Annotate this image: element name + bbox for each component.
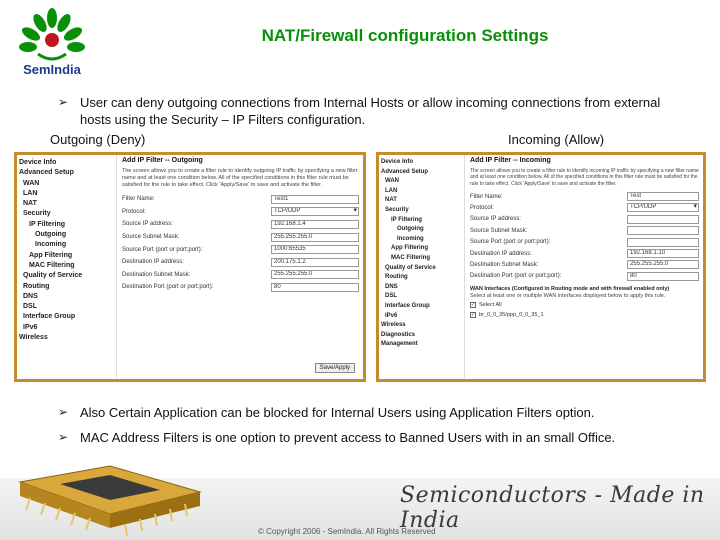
field-label: Destination IP address: bbox=[470, 250, 532, 257]
nav-item[interactable]: Outgoing bbox=[397, 226, 424, 233]
destination-port-input[interactable]: 80 bbox=[627, 272, 699, 281]
field-label: Filter Name: bbox=[470, 193, 503, 200]
wan-interfaces-hint: Select at least one or multiple WAN interfaces displayed below to apply this rule. bbox=[470, 293, 666, 300]
field-label: Source Port (port or port:port): bbox=[122, 246, 203, 253]
nav-item[interactable]: NAT bbox=[23, 200, 37, 208]
filter-name-input[interactable]: Test bbox=[627, 192, 699, 201]
field-label: Source Subnet Mask: bbox=[122, 234, 180, 241]
nav-item[interactable]: IPv6 bbox=[385, 312, 398, 319]
field-label: Protocol: bbox=[122, 208, 146, 215]
copyright-notice: © Copyright 2006 - SemIndia. All Rights Reserved bbox=[258, 527, 436, 536]
nav-item[interactable]: Quality of Service bbox=[23, 272, 83, 280]
source-mask-input[interactable]: 255.255.255.0 bbox=[271, 233, 359, 242]
nav-item[interactable]: MAC Filtering bbox=[391, 254, 430, 261]
nav-item[interactable]: Diagnostics bbox=[381, 331, 416, 338]
field-label: Destination IP address: bbox=[122, 259, 184, 266]
checkbox-label: br_0_0_35/ppp_0_0_35_1 bbox=[479, 312, 544, 319]
arrow-bullet-icon: ➢ bbox=[58, 430, 69, 444]
nav-item[interactable]: NAT bbox=[385, 197, 397, 204]
filter-name-input[interactable]: Test1 bbox=[271, 195, 359, 204]
form-description: The screen allows you to create a filter rule to identify incoming IP traffic by specifying a new filter name and at least one condition below. All of the specified conditions in this filter rule must be satisfied for the rule to take effect. Click 'Apply/Save' to save and activate the filter. bbox=[470, 168, 699, 187]
nav-item[interactable]: Routing bbox=[23, 282, 50, 290]
check-icon: ✓ bbox=[471, 302, 476, 309]
nav-item[interactable]: Wireless bbox=[381, 322, 406, 329]
nav-item[interactable]: Incoming bbox=[35, 241, 67, 249]
nav-item[interactable]: Incoming bbox=[397, 235, 424, 242]
nav-item[interactable]: LAN bbox=[23, 189, 38, 197]
nav-item[interactable]: Routing bbox=[385, 274, 408, 281]
nav-item[interactable]: Security bbox=[385, 206, 409, 213]
form-description: The screen allows you to create a filter rule to identify outgoing IP traffic by specifying a new filter name and at least one condition below. All of the specified conditions in this filter rule must be satisfied for the rule to take effect. Click 'Apply/Save' to save and activate the filter. bbox=[122, 168, 358, 188]
source-ip-input[interactable]: 192.168.1.4 bbox=[271, 220, 359, 229]
destination-mask-input[interactable]: 255.255.255.0 bbox=[271, 270, 359, 279]
destination-ip-input[interactable]: 200.175.1.2 bbox=[271, 258, 359, 267]
bullet-app-filters bbox=[58, 403, 698, 423]
nav-item[interactable]: DNS bbox=[23, 292, 38, 300]
nav-item[interactable]: Advanced Setup bbox=[19, 169, 74, 177]
wan-interfaces-note: WAN Interfaces (Configured in Routing mode and with firewall enabled only) bbox=[470, 286, 670, 293]
form-heading: Add IP Filter -- Incoming bbox=[470, 157, 551, 164]
field-label: Destination Subnet Mask: bbox=[470, 261, 539, 268]
field-label: Protocol: bbox=[470, 204, 494, 211]
nav-item[interactable]: DSL bbox=[385, 293, 397, 300]
nav-item[interactable]: Management bbox=[381, 341, 418, 348]
arrow-bullet-icon: ➢ bbox=[58, 405, 69, 419]
bullet-text: hosts using the Security – IP Filters configuration. bbox=[80, 112, 366, 127]
nav-item[interactable]: App Filtering bbox=[29, 251, 73, 259]
field-label: Filter Name: bbox=[122, 196, 155, 203]
arrow-bullet-icon: ➢ bbox=[58, 95, 69, 109]
field-label: Destination Port (port or port:port): bbox=[470, 273, 562, 280]
nav-item[interactable]: WAN bbox=[385, 178, 399, 185]
filter-form bbox=[118, 155, 363, 379]
destination-port-input[interactable]: 80 bbox=[271, 283, 359, 292]
logo-wordmark: SemIndia bbox=[23, 62, 81, 77]
nav-item[interactable]: Security bbox=[23, 210, 51, 218]
nav-item[interactable]: Interface Group bbox=[23, 313, 76, 321]
field-label: Source IP address: bbox=[122, 221, 173, 228]
nav-item[interactable]: LAN bbox=[385, 187, 398, 194]
source-port-input[interactable] bbox=[627, 238, 699, 247]
nav-item[interactable]: Interface Group bbox=[385, 302, 430, 309]
field-label: Source Subnet Mask: bbox=[470, 227, 528, 234]
bullet-text: MAC Address Filters is one option to prevent access to Banned Users with in an small Office. bbox=[80, 430, 616, 445]
bullet-text: User can deny outgoing connections from Internal Hosts or allow incoming connections from external bbox=[80, 95, 661, 110]
select-all-checkbox[interactable] bbox=[470, 300, 699, 310]
page-title: NAT/Firewall configuration Settings bbox=[261, 26, 549, 45]
footer-tagline: Semiconductors - Made in India bbox=[400, 483, 705, 533]
nav-item[interactable]: Wireless bbox=[19, 334, 48, 342]
field-label: Source Port (port or port:port): bbox=[470, 239, 551, 246]
wan-interface-checkbox[interactable] bbox=[470, 310, 699, 320]
caption-incoming: Incoming (Allow) bbox=[508, 132, 605, 147]
destination-mask-input[interactable]: 255.255.255.0 bbox=[627, 260, 699, 269]
nav-item[interactable]: Quality of Service bbox=[385, 264, 436, 271]
bullet-ip-filters bbox=[58, 93, 708, 131]
incoming-filter-screenshot bbox=[376, 152, 706, 382]
source-ip-input[interactable] bbox=[627, 215, 699, 224]
field-label: Destination Port (port or port:port): bbox=[122, 284, 214, 291]
bullet-mac-filters bbox=[58, 428, 698, 448]
destination-ip-input[interactable]: 192.168.1.10 bbox=[627, 249, 699, 258]
chip-image bbox=[0, 462, 210, 540]
field-label: Destination Subnet Mask: bbox=[122, 271, 191, 278]
check-icon: ✓ bbox=[471, 312, 476, 319]
protocol-select[interactable]: TCP/UDP ▾ bbox=[627, 203, 699, 212]
protocol-select[interactable]: TCP/UDP ▾ bbox=[271, 207, 359, 216]
nav-item[interactable]: WAN bbox=[23, 179, 40, 187]
nav-item[interactable]: DSL bbox=[23, 303, 37, 311]
source-mask-input[interactable] bbox=[627, 226, 699, 235]
outgoing-filter-screenshot bbox=[14, 152, 366, 382]
nav-item[interactable]: IP Filtering bbox=[29, 220, 66, 228]
nav-item[interactable]: IP Filtering bbox=[391, 216, 422, 223]
nav-item[interactable]: DNS bbox=[385, 283, 398, 290]
router-nav-menu bbox=[17, 155, 117, 379]
nav-item[interactable]: MAC Filtering bbox=[29, 261, 75, 269]
field-label: Source IP address: bbox=[470, 216, 521, 223]
save-apply-button[interactable]: Save/Apply bbox=[315, 363, 355, 373]
router-nav-menu bbox=[379, 155, 465, 379]
bullet-text: Also Certain Application can be blocked for Internal Users using Application Filters option. bbox=[80, 405, 595, 420]
filter-form bbox=[466, 155, 703, 379]
checkbox-label: Select All bbox=[479, 302, 502, 309]
nav-item[interactable]: Device Info bbox=[381, 159, 414, 165]
nav-item[interactable]: Advanced Setup bbox=[381, 168, 429, 175]
form-heading: Add IP Filter -- Outgoing bbox=[122, 157, 203, 164]
nav-item[interactable]: IPv6 bbox=[23, 323, 38, 331]
caption-outgoing: Outgoing (Deny) bbox=[50, 132, 146, 147]
nav-item[interactable]: Device Info bbox=[19, 159, 57, 166]
nav-item[interactable]: Outgoing bbox=[35, 231, 67, 239]
source-port-input[interactable]: 1000:65535 bbox=[271, 245, 359, 254]
nav-item[interactable]: App Filtering bbox=[391, 245, 428, 252]
